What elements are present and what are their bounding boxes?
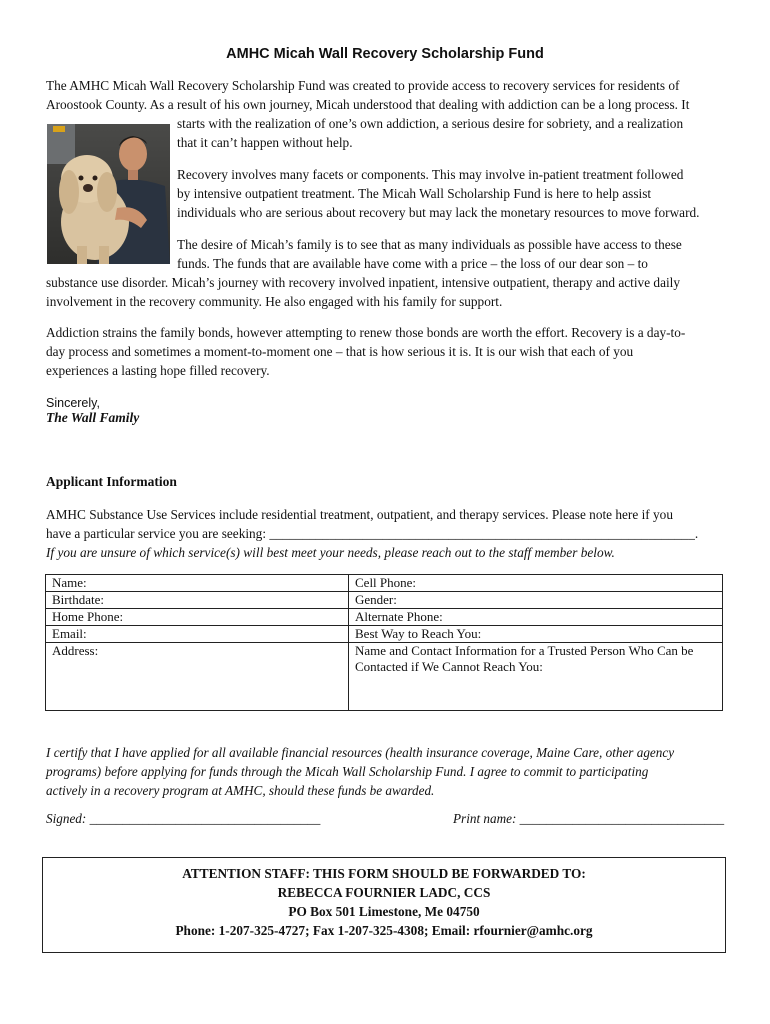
table-row <box>46 609 723 626</box>
applicant-form-table <box>45 574 723 711</box>
signature-line[interactable]: Signed: ___________________________________ <box>46 811 321 826</box>
trusted-person-field[interactable] <box>349 643 723 711</box>
table-row <box>46 592 723 609</box>
staff-contact-name: REBECCA FOURNIER LADC, CCS <box>277 885 491 900</box>
recovery-line: individuals who are serious about recovery but may lack the monetary resources to move forward. <box>177 205 700 220</box>
trusted-person-label: Contacted if We Cannot Reach You: <box>355 659 543 674</box>
intro-line: that it can’t happen without help. <box>177 135 353 150</box>
name-field[interactable]: Name: <box>46 575 349 592</box>
print-name-line[interactable]: Print name: _______________________________ <box>453 811 725 826</box>
home-phone-field[interactable]: Home Phone: <box>46 609 349 626</box>
staff-phone-fax-email: Phone: 1-207-325-4727; Fax 1-207-325-4308; Email: rfournier@amhc.org <box>175 923 593 938</box>
intro-line: starts with the realization of one’s own addiction, a serious desire for sobriety, and a realization <box>177 116 684 131</box>
table-row <box>46 575 723 592</box>
certify-line: programs) before applying for funds through the Micah Wall Scholarship Fund. I agree to commit to participating <box>46 764 649 779</box>
gender-field[interactable]: Gender: <box>349 592 723 609</box>
table-row <box>46 626 723 643</box>
desire-paragraph-bottom <box>46 273 736 311</box>
staff-attention: ATTENTION STAFF: THIS FORM SHOULD BE FORWARDED TO: <box>182 866 586 881</box>
intro-line: Aroostook County. As a result of his own journey, Micah understood that dealing with addiction can be a long process. It <box>46 97 690 112</box>
page-title: AMHC Micah Wall Recovery Scholarship Fund <box>226 46 544 62</box>
cell-phone-field[interactable]: Cell Phone: <box>349 575 723 592</box>
alternate-phone-field[interactable]: Alternate Phone: <box>349 609 723 626</box>
staff-address: PO Box 501 Limestone, Me 04750 <box>288 904 480 919</box>
addiction-line: experiences a lasting hope filled recovery. <box>46 363 270 378</box>
certify-line: actively in a recovery program at AMHC, should these funds be awarded. <box>46 783 435 798</box>
unsure-note: If you are unsure of which service(s) will best meet your needs, please reach out to the staff member below. <box>46 545 615 560</box>
services-paragraph <box>46 505 736 562</box>
trusted-person-label: Name and Contact Information for a Trusted Person Who Can be <box>355 643 694 658</box>
services-line[interactable]: have a particular service you are seeking: ________________________________________________________________. <box>46 526 699 541</box>
desire-line: substance use disorder. Micah’s journey with recovery involved inpatient, intensive outpatient, therapy and active daily <box>46 275 681 290</box>
desire-line: funds. The funds that are available have come with a price – the loss of our dear son – to <box>177 256 648 271</box>
addiction-line: day process and sometimes a moment-to-moment one – that is how serious it is. It is our wish that each of you <box>46 344 634 359</box>
recovery-line: by intensive outpatient treatment. The Micah Wall Scholarship Fund is here to help assist <box>177 186 652 201</box>
micah-photo-image <box>47 124 170 264</box>
intro-line: The AMHC Micah Wall Recovery Scholarship Fund was created to provide access to recovery services for residents of <box>46 78 680 93</box>
addiction-line: Addiction strains the family bonds, however attempting to renew those bonds are worth the effort. Recovery is a day-to- <box>46 325 686 340</box>
signoff: Sincerely, <box>46 396 100 410</box>
applicant-heading: Applicant Information <box>46 474 177 489</box>
best-way-to-reach-field[interactable]: Best Way to Reach You: <box>349 626 723 643</box>
family-signature: The Wall Family <box>46 410 140 425</box>
address-field[interactable]: Address: <box>46 643 349 711</box>
addiction-paragraph <box>46 323 736 380</box>
staff-forwarding-box <box>42 857 726 953</box>
certification-statement <box>46 743 736 800</box>
micah-photo <box>47 124 170 264</box>
desire-line: The desire of Micah’s family is to see that as many individuals as possible have access to these <box>177 237 682 252</box>
birthdate-field[interactable]: Birthdate: <box>46 592 349 609</box>
recovery-paragraph <box>177 165 737 222</box>
email-field[interactable]: Email: <box>46 626 349 643</box>
table-row <box>46 643 723 711</box>
desire-line: involvement in the recovery community. He also engaged with his family for support. <box>46 294 503 309</box>
services-line: AMHC Substance Use Services include residential treatment, outpatient, and therapy services. Please note here if you <box>46 507 673 522</box>
intro-paragraph-wrap <box>177 114 737 152</box>
intro-paragraph <box>46 76 736 114</box>
desire-paragraph-top <box>177 235 737 273</box>
certify-line: I certify that I have applied for all available financial resources (health insurance coverage, Maine Care, other agency <box>46 745 675 760</box>
recovery-line: Recovery involves many facets or components. This may involve in-patient treatment followed <box>177 167 684 182</box>
